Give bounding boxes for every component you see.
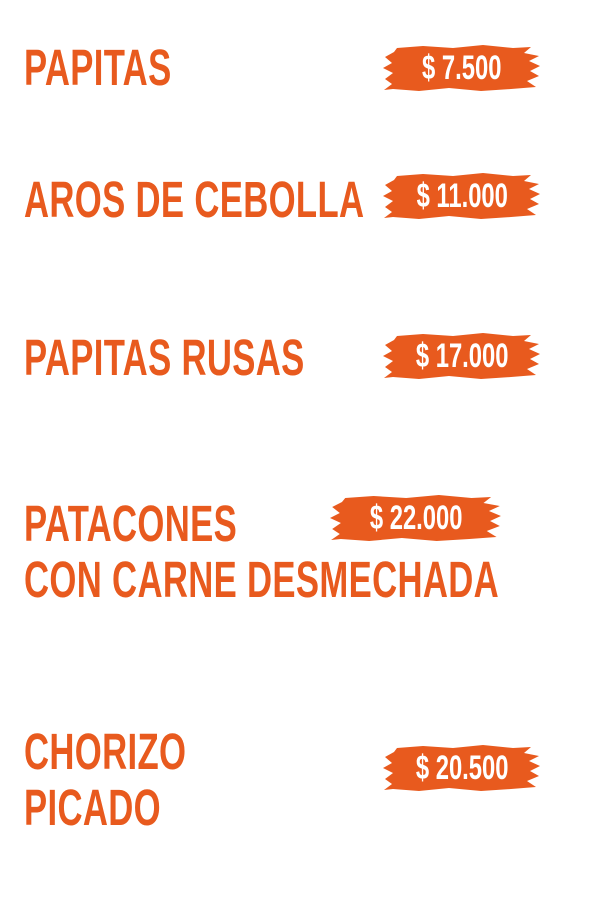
item-name-line: AROS DE CEBOLLA bbox=[24, 171, 365, 228]
price-label: $ 7.500 bbox=[422, 48, 502, 87]
price-label: $ 11.000 bbox=[416, 176, 508, 215]
item-name-line: PICADO bbox=[24, 779, 161, 836]
price-tag bbox=[383, 742, 541, 794]
item-name-line: PAPITAS RUSAS bbox=[24, 329, 305, 386]
price-label: $ 22.000 bbox=[369, 498, 463, 537]
item-name bbox=[24, 172, 364, 228]
price-tag bbox=[383, 170, 541, 222]
item-name bbox=[24, 40, 172, 96]
item-name-line: PATACONES bbox=[24, 495, 238, 552]
item-name-line: CHORIZO bbox=[24, 723, 187, 780]
price-label: $ 17.000 bbox=[415, 336, 509, 375]
item-name-line: PAPITAS bbox=[24, 39, 172, 96]
price-label: $ 20.500 bbox=[415, 748, 509, 787]
item-name bbox=[24, 330, 305, 386]
item-name bbox=[24, 724, 186, 836]
price-tag bbox=[383, 42, 541, 94]
price-tag bbox=[383, 330, 541, 382]
item-name-line: CON CARNE DESMECHADA bbox=[24, 551, 500, 608]
price-tag bbox=[330, 492, 502, 544]
